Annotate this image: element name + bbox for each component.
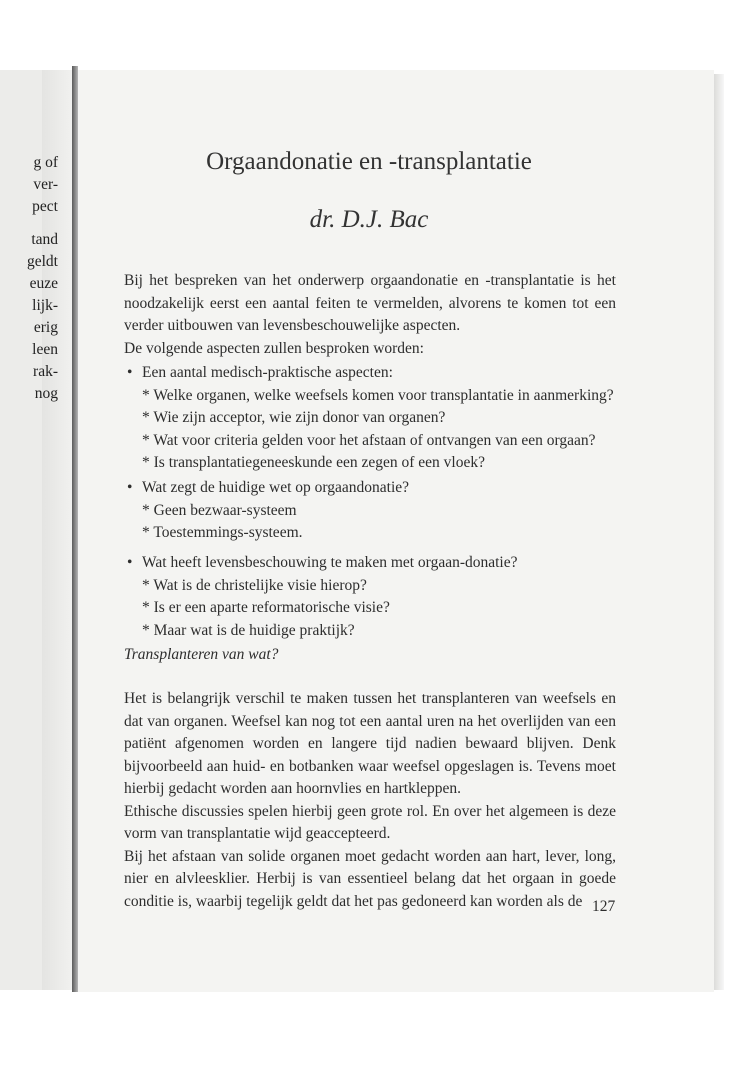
previous-page-text-line: ver- bbox=[33, 176, 58, 193]
previous-page-text-line: rak- bbox=[33, 363, 58, 380]
bullet-text: Wat zegt de huidige wet op orgaandonatie? bbox=[142, 479, 410, 496]
chapter-author: dr. D.J. Bac bbox=[309, 206, 429, 233]
chapter-title: Orgaandonatie en -transplantatie bbox=[206, 148, 532, 175]
bullet-text: Wat heeft levensbeschouwing te maken met orgaan-donatie? bbox=[142, 554, 518, 571]
bullet-group bbox=[124, 477, 624, 545]
sub-item: * Toestemmings-systeem. bbox=[142, 524, 303, 541]
previous-page-text-line: leen bbox=[32, 341, 58, 358]
body-paragraph bbox=[124, 688, 616, 913]
sub-item: * Wie zijn acceptor, wie zijn donor van organen? bbox=[142, 409, 446, 426]
bullet-icon: • bbox=[127, 479, 133, 496]
sub-item: * Is transplantatiegeneeskunde een zegen of een vloek? bbox=[142, 454, 485, 471]
bullet-item bbox=[124, 477, 624, 500]
bullet-item bbox=[124, 552, 624, 575]
body-text: Ethische discussies spelen hierbij geen grote rol. En over het algemeen is deze vorm van transplantatie wijd geaccepteerd. bbox=[124, 802, 616, 842]
previous-page-text-line: pect bbox=[32, 198, 58, 215]
bullet-item bbox=[124, 362, 624, 385]
intro-text: Bij het bespreken van het onderwerp orgaandonatie en -transplantatie is het noodzakelijk eerst een aantal feiten te vermelden, alvorens te komen tot een verder uitbouwen van levensbeschouwelijke aspecten. bbox=[124, 272, 616, 334]
intro-paragraph bbox=[124, 270, 616, 360]
sub-item: * Wat voor criteria gelden voor het afstaan of ontvangen van een orgaan? bbox=[142, 431, 596, 449]
previous-page-text-line: tand bbox=[31, 231, 58, 248]
bullet-icon: • bbox=[127, 554, 133, 571]
previous-page-text-line: geldt bbox=[27, 253, 58, 270]
section-heading: Transplanteren van wat? bbox=[124, 646, 279, 663]
page-number: 127 bbox=[592, 898, 616, 915]
bullet-group bbox=[124, 552, 624, 642]
sub-item: * Welke organen, welke weefsels komen voor transplantatie in aanmerking? bbox=[142, 386, 614, 404]
body-text: Het is belangrijk verschil te maken tussen het transplanteren van weefsels en dat van organen. Weefsel kan nog tot een aantal uren na het overlijden van een patiënt afgenomen worden en langere tijd nadien bewaard blijven. Denk bijvoorbeeld aan huid- en botbanken waar weefsel opgeslagen is. Tevens moet hierbij gedacht worden aan hoornvlies en hartkleppen. bbox=[124, 690, 616, 797]
bullet-text: Een aantal medisch-praktische aspecten: bbox=[142, 364, 393, 381]
bullet-icon: • bbox=[127, 364, 133, 381]
previous-page-text-line: g of bbox=[33, 154, 58, 171]
sub-item: * Maar wat is de huidige praktijk? bbox=[142, 621, 355, 639]
previous-page-text-line: nog bbox=[34, 385, 58, 402]
intro-text: De volgende aspecten zullen besproken worden: bbox=[124, 339, 424, 357]
previous-page-text-line: erig bbox=[33, 319, 58, 336]
previous-page-text-line: euze bbox=[29, 275, 58, 292]
bullet-group bbox=[124, 362, 624, 475]
sub-item: * Geen bezwaar-systeem bbox=[142, 501, 297, 519]
sub-item: * Is er een aparte reformatorische visie? bbox=[142, 599, 390, 616]
body-text: Bij het afstaan van solide organen moet gedacht worden aan hart, lever, long, nier en alvleesklier. Herbij is van essentieel belang dat het orgaan in goede conditie is, waarbij tegelijk geldt dat het pas gedoneerd kan worden als de bbox=[124, 847, 616, 910]
previous-page-text-line: lijk- bbox=[32, 297, 58, 314]
sub-item: * Wat is de christelijke visie hierop? bbox=[142, 576, 367, 594]
